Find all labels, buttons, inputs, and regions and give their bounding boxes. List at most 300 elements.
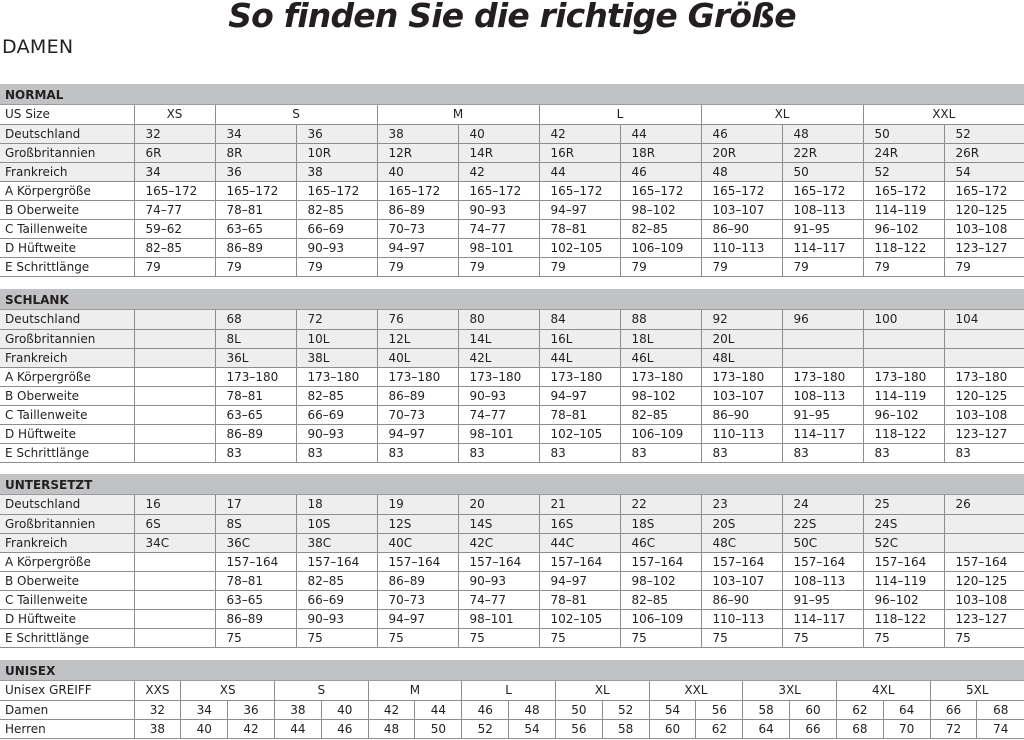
size-cell (134, 443, 215, 462)
size-cell (134, 329, 215, 348)
size-cell: 34 (181, 700, 228, 719)
size-cell: 48L (701, 348, 782, 367)
size-cell: 58 (602, 719, 649, 738)
size-cell: 75 (539, 628, 620, 647)
size-cell: 96–102 (863, 219, 944, 238)
row-label: D Hüftweite (0, 609, 134, 628)
size-cell: 165–172 (134, 181, 215, 200)
size-cell: 98–101 (458, 238, 539, 257)
size-cell: 114–117 (782, 424, 863, 443)
size-cell: 6R (134, 143, 215, 162)
size-cell: 50 (863, 124, 944, 143)
size-cell: 86–89 (377, 571, 458, 590)
row-label: Großbritannien (0, 514, 134, 533)
size-cell: 103–107 (701, 200, 782, 219)
size-cell: 70–73 (377, 405, 458, 424)
size-cell: 60 (649, 719, 696, 738)
size-cell: 82–85 (620, 219, 701, 238)
size-cell: 83 (701, 443, 782, 462)
size-cell: 114–119 (863, 386, 944, 405)
size-cell: 18R (620, 143, 701, 162)
section-header-normal: NORMAL (0, 84, 1024, 105)
size-cell: 64 (743, 719, 790, 738)
size-table-schlank (0, 310, 1024, 463)
size-cell: 38 (134, 719, 181, 738)
size-cell: 106–109 (620, 609, 701, 628)
table-row (0, 571, 1024, 590)
size-cell (782, 348, 863, 367)
size-cell: 40 (181, 719, 228, 738)
size-cell: 78–81 (539, 219, 620, 238)
size-cell: 91–95 (782, 405, 863, 424)
size-cell: 20R (701, 143, 782, 162)
table-row (0, 533, 1024, 552)
size-cell: 157–164 (296, 552, 377, 571)
unisex-size-cell: 3XL (743, 681, 837, 700)
size-cell (134, 405, 215, 424)
size-cell: 8L (215, 329, 296, 348)
size-cell: 83 (296, 443, 377, 462)
size-cell: 46L (620, 348, 701, 367)
size-cell: 42L (458, 348, 539, 367)
size-cell: 38L (296, 348, 377, 367)
size-cell: 157–164 (863, 552, 944, 571)
size-cell: 46C (620, 533, 701, 552)
size-cell: 74–77 (134, 200, 215, 219)
table-row (0, 124, 1024, 143)
size-cell: 26R (944, 143, 1024, 162)
size-cell: 38 (274, 700, 321, 719)
size-cell: 83 (215, 443, 296, 462)
size-cell (863, 348, 944, 367)
row-label: A Körpergröße (0, 367, 134, 386)
table-row (0, 719, 1024, 738)
size-cell: 59–62 (134, 219, 215, 238)
size-cell: 173–180 (539, 367, 620, 386)
size-cell: 157–164 (701, 552, 782, 571)
size-cell: 50C (782, 533, 863, 552)
size-cell: 104 (944, 310, 1024, 329)
size-cell: 10L (296, 329, 377, 348)
size-cell: 82–85 (296, 386, 377, 405)
size-cell: 173–180 (701, 367, 782, 386)
size-cell: 44 (415, 700, 462, 719)
size-cell: 36 (296, 124, 377, 143)
size-cell: 165–172 (782, 181, 863, 200)
size-cell: 165–172 (377, 181, 458, 200)
size-cell: 48 (368, 719, 415, 738)
size-cell: 70–73 (377, 219, 458, 238)
size-cell: 82–85 (296, 571, 377, 590)
unisex-size-cell: M (368, 681, 462, 700)
size-cell: 108–113 (782, 571, 863, 590)
size-cell: 34 (215, 124, 296, 143)
size-cell: 102–105 (539, 609, 620, 628)
size-cell: 44 (539, 162, 620, 181)
size-cell: 94–97 (377, 424, 458, 443)
table-row (0, 162, 1024, 181)
size-cell: 120–125 (944, 200, 1024, 219)
size-cell: 75 (701, 628, 782, 647)
size-cell: 40 (377, 162, 458, 181)
size-cell: 90–93 (296, 424, 377, 443)
size-table-normal (0, 105, 1024, 277)
size-cell: 86–90 (701, 405, 782, 424)
size-cell: 20S (701, 514, 782, 533)
size-cell: 165–172 (296, 181, 377, 200)
size-cell: 157–164 (782, 552, 863, 571)
size-cell: 10S (296, 514, 377, 533)
table-row (0, 552, 1024, 571)
size-cell: 82–85 (296, 200, 377, 219)
table-row (0, 329, 1024, 348)
size-cell: 118–122 (863, 609, 944, 628)
size-cell: 79 (458, 257, 539, 276)
size-cell: 82–85 (620, 405, 701, 424)
size-cell: 79 (944, 257, 1024, 276)
row-label: C Taillenweite (0, 590, 134, 609)
size-cell: 110–113 (701, 609, 782, 628)
size-cell: 34C (134, 533, 215, 552)
size-cell: 52C (863, 533, 944, 552)
size-cell: 12L (377, 329, 458, 348)
size-cell: 24 (782, 495, 863, 514)
us-size-cell: XL (701, 105, 863, 124)
size-cell: 79 (296, 257, 377, 276)
size-cell: 14R (458, 143, 539, 162)
unisex-size-row (0, 681, 1024, 700)
size-cell (134, 348, 215, 367)
size-cell: 32 (134, 700, 181, 719)
size-cell: 62 (836, 700, 883, 719)
size-cell: 79 (701, 257, 782, 276)
section-header-unisex: UNISEX (0, 660, 1024, 681)
unisex-size-cell: XS (181, 681, 275, 700)
size-cell: 110–113 (701, 238, 782, 257)
size-cell: 32 (134, 124, 215, 143)
size-cell: 86–89 (377, 200, 458, 219)
row-label: Deutschland (0, 310, 134, 329)
size-cell: 165–172 (539, 181, 620, 200)
size-cell: 79 (620, 257, 701, 276)
size-cell: 79 (863, 257, 944, 276)
table-row (0, 443, 1024, 462)
unisex-size-cell: XXL (649, 681, 743, 700)
row-label: Frankreich (0, 348, 134, 367)
size-cell: 83 (377, 443, 458, 462)
size-cell: 75 (944, 628, 1024, 647)
size-cell: 36 (228, 700, 275, 719)
size-cell (134, 367, 215, 386)
size-cell: 75 (215, 628, 296, 647)
size-cell: 40L (377, 348, 458, 367)
size-cell: 80 (458, 310, 539, 329)
table-row (0, 700, 1024, 719)
us-size-cell: L (539, 105, 701, 124)
size-cell: 83 (458, 443, 539, 462)
size-cell: 108–113 (782, 386, 863, 405)
size-cell: 83 (782, 443, 863, 462)
size-cell: 40 (458, 124, 539, 143)
size-cell: 46 (321, 719, 368, 738)
size-cell: 66 (790, 719, 837, 738)
size-cell: 173–180 (620, 367, 701, 386)
size-cell: 72 (296, 310, 377, 329)
row-label: Unisex GREIFF (0, 681, 134, 700)
size-cell: 96–102 (863, 590, 944, 609)
size-cell: 165–172 (458, 181, 539, 200)
size-cell: 36L (215, 348, 296, 367)
size-cell: 16R (539, 143, 620, 162)
category-heading: DAMEN (2, 36, 74, 58)
size-cell: 62 (696, 719, 743, 738)
row-label: B Oberweite (0, 386, 134, 405)
size-cell: 165–172 (863, 181, 944, 200)
size-cell: 26 (944, 495, 1024, 514)
size-cell: 98–102 (620, 571, 701, 590)
size-cell: 42C (458, 533, 539, 552)
size-cell: 36C (215, 533, 296, 552)
size-cell: 20 (458, 495, 539, 514)
size-cell: 98–102 (620, 200, 701, 219)
table-row (0, 143, 1024, 162)
size-cell: 48 (701, 162, 782, 181)
size-cell: 48 (509, 700, 556, 719)
size-cell: 173–180 (782, 367, 863, 386)
size-cell: 157–164 (458, 552, 539, 571)
size-cell: 8S (215, 514, 296, 533)
size-cell: 106–109 (620, 424, 701, 443)
size-cell: 44L (539, 348, 620, 367)
size-cell: 157–164 (944, 552, 1024, 571)
size-cell: 83 (863, 443, 944, 462)
size-cell: 75 (863, 628, 944, 647)
size-cell: 63–65 (215, 219, 296, 238)
size-cell: 42 (458, 162, 539, 181)
size-cell (134, 552, 215, 571)
size-cell: 50 (782, 162, 863, 181)
size-cell: 14L (458, 329, 539, 348)
size-cell: 42 (368, 700, 415, 719)
size-cell: 12S (377, 514, 458, 533)
size-cell: 98–102 (620, 386, 701, 405)
size-cell: 78–81 (539, 405, 620, 424)
size-cell: 165–172 (701, 181, 782, 200)
size-cell: 110–113 (701, 424, 782, 443)
table-row (0, 514, 1024, 533)
size-cell: 118–122 (863, 238, 944, 257)
unisex-size-cell: 4XL (836, 681, 930, 700)
section-unisex (0, 660, 1024, 739)
us-size-row (0, 105, 1024, 124)
size-cell: 83 (944, 443, 1024, 462)
row-label: B Oberweite (0, 200, 134, 219)
size-cell (944, 533, 1024, 552)
size-cell: 36 (215, 162, 296, 181)
row-label: A Körpergröße (0, 181, 134, 200)
size-cell: 46 (462, 700, 509, 719)
size-cell: 66–69 (296, 219, 377, 238)
size-cell: 74–77 (458, 405, 539, 424)
size-cell: 74–77 (458, 590, 539, 609)
size-cell: 106–109 (620, 238, 701, 257)
size-cell: 86–89 (215, 609, 296, 628)
row-label: E Schrittlänge (0, 628, 134, 647)
size-cell: 24R (863, 143, 944, 162)
size-cell: 90–93 (458, 386, 539, 405)
size-cell: 92 (701, 310, 782, 329)
table-row (0, 200, 1024, 219)
row-label: E Schrittlänge (0, 257, 134, 276)
size-cell: 14S (458, 514, 539, 533)
size-cell: 18S (620, 514, 701, 533)
size-cell: 24S (863, 514, 944, 533)
size-cell: 120–125 (944, 386, 1024, 405)
row-label: C Taillenweite (0, 405, 134, 424)
size-cell: 120–125 (944, 571, 1024, 590)
us-size-cell: M (377, 105, 539, 124)
size-cell: 18L (620, 329, 701, 348)
size-table-unisex (0, 681, 1024, 739)
size-cell: 98–101 (458, 609, 539, 628)
size-cell: 88 (620, 310, 701, 329)
size-cell: 54 (944, 162, 1024, 181)
size-cell: 74–77 (458, 219, 539, 238)
size-cell: 56 (696, 700, 743, 719)
size-cell: 75 (620, 628, 701, 647)
size-cell (134, 424, 215, 443)
size-cell: 54 (509, 719, 556, 738)
size-cell: 48 (782, 124, 863, 143)
unisex-size-cell: XL (555, 681, 649, 700)
size-cell: 83 (620, 443, 701, 462)
size-cell: 94–97 (539, 200, 620, 219)
size-cell: 100 (863, 310, 944, 329)
size-cell: 17 (215, 495, 296, 514)
table-row (0, 367, 1024, 386)
section-header-untersetzt: UNTERSETZT (0, 474, 1024, 495)
size-cell (134, 386, 215, 405)
row-label: E Schrittlänge (0, 443, 134, 462)
size-cell: 79 (134, 257, 215, 276)
size-cell: 118–122 (863, 424, 944, 443)
size-cell: 157–164 (620, 552, 701, 571)
size-cell: 56 (555, 719, 602, 738)
section-schlank (0, 289, 1024, 463)
unisex-size-cell: XXS (134, 681, 181, 700)
us-size-cell: S (215, 105, 377, 124)
size-cell: 94–97 (377, 609, 458, 628)
size-cell: 63–65 (215, 590, 296, 609)
size-cell: 10R (296, 143, 377, 162)
size-cell: 46 (620, 162, 701, 181)
row-label: Deutschland (0, 124, 134, 143)
size-cell (944, 348, 1024, 367)
size-cell: 74 (977, 719, 1024, 738)
size-cell: 44C (539, 533, 620, 552)
size-cell: 66 (930, 700, 977, 719)
us-size-cell: XXL (863, 105, 1024, 124)
size-cell: 108–113 (782, 200, 863, 219)
row-label: D Hüftweite (0, 238, 134, 257)
size-cell: 86–89 (377, 386, 458, 405)
size-cell: 90–93 (296, 609, 377, 628)
size-cell: 102–105 (539, 424, 620, 443)
table-row (0, 590, 1024, 609)
size-cell: 157–164 (539, 552, 620, 571)
size-cell (134, 609, 215, 628)
size-cell: 90–93 (296, 238, 377, 257)
size-cell: 20L (701, 329, 782, 348)
size-cell: 86–89 (215, 238, 296, 257)
table-row (0, 495, 1024, 514)
size-cell: 19 (377, 495, 458, 514)
size-cell: 42 (228, 719, 275, 738)
size-table-untersetzt (0, 495, 1024, 648)
table-row (0, 386, 1024, 405)
size-cell: 157–164 (215, 552, 296, 571)
size-cell: 114–119 (863, 571, 944, 590)
section-header-schlank: SCHLANK (0, 289, 1024, 310)
size-cell: 42 (539, 124, 620, 143)
size-cell (782, 329, 863, 348)
size-cell: 63–65 (215, 405, 296, 424)
size-cell: 50 (415, 719, 462, 738)
size-cell: 38 (296, 162, 377, 181)
size-cell: 70–73 (377, 590, 458, 609)
size-cell: 173–180 (377, 367, 458, 386)
size-cell: 94–97 (539, 571, 620, 590)
table-row (0, 609, 1024, 628)
size-cell: 173–180 (863, 367, 944, 386)
size-cell: 64 (883, 700, 930, 719)
size-cell: 25 (863, 495, 944, 514)
size-cell: 102–105 (539, 238, 620, 257)
size-cell: 22S (782, 514, 863, 533)
row-label: Großbritannien (0, 329, 134, 348)
size-cell: 40C (377, 533, 458, 552)
size-cell (134, 590, 215, 609)
row-label: D Hüftweite (0, 424, 134, 443)
size-cell: 34 (134, 162, 215, 181)
size-cell: 165–172 (620, 181, 701, 200)
table-row (0, 257, 1024, 276)
size-cell: 123–127 (944, 609, 1024, 628)
size-cell: 103–107 (701, 571, 782, 590)
page-title: So finden Sie die richtige Größe (228, 0, 796, 35)
size-cell (134, 571, 215, 590)
table-row (0, 310, 1024, 329)
size-cell (134, 310, 215, 329)
size-cell: 52 (863, 162, 944, 181)
row-label: B Oberweite (0, 571, 134, 590)
unisex-size-cell: L (462, 681, 556, 700)
size-cell: 86–89 (215, 424, 296, 443)
size-cell: 98–101 (458, 424, 539, 443)
row-label: Frankreich (0, 162, 134, 181)
row-label: A Körpergröße (0, 552, 134, 571)
size-cell: 90–93 (458, 571, 539, 590)
size-cell: 114–119 (863, 200, 944, 219)
size-cell: 21 (539, 495, 620, 514)
row-label: Deutschland (0, 495, 134, 514)
size-cell (944, 329, 1024, 348)
table-row (0, 424, 1024, 443)
size-cell: 103–108 (944, 590, 1024, 609)
unisex-size-cell: S (274, 681, 368, 700)
size-cell: 123–127 (944, 238, 1024, 257)
table-row (0, 348, 1024, 367)
